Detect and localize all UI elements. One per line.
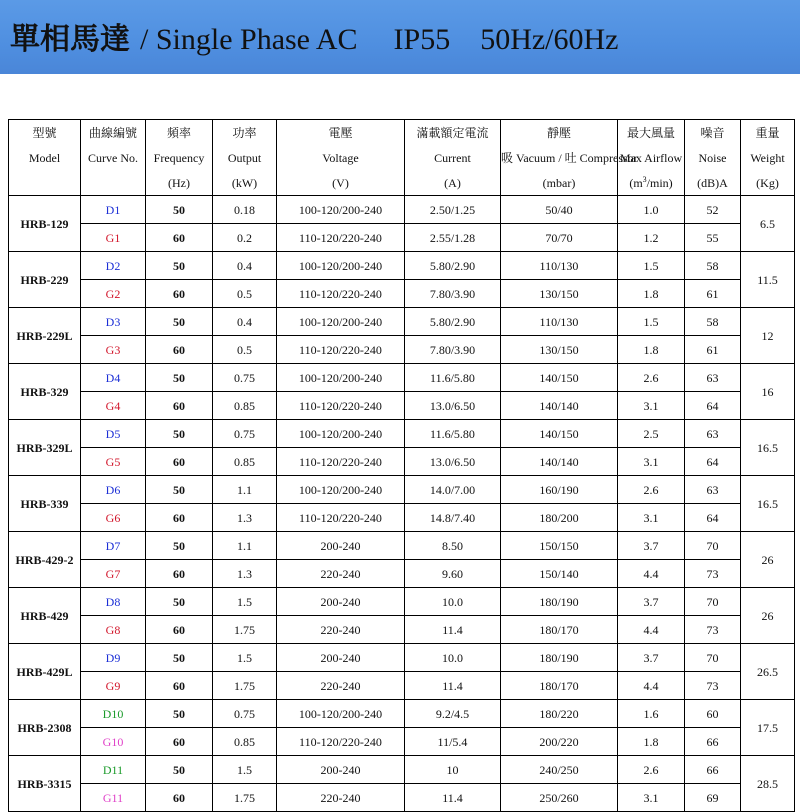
pressure-cell: 140/150 <box>501 364 618 392</box>
freq-cell: 50 <box>146 588 213 616</box>
noise-cell: 73 <box>685 616 741 644</box>
airflow-cell: 2.5 <box>618 420 685 448</box>
freq-cell: 60 <box>146 280 213 308</box>
voltage-cell: 110-120/220-240 <box>277 280 405 308</box>
freq-cell: 50 <box>146 476 213 504</box>
frequency-rating: 50Hz/60Hz <box>480 23 619 56</box>
voltage-cell: 220-240 <box>277 616 405 644</box>
output-cell: 0.75 <box>213 700 277 728</box>
header-weight-zh: 重量 <box>741 120 795 146</box>
header-pressure-en: 吸 Vacuum / 吐 Compressor <box>501 145 618 170</box>
weight-cell: 17.5 <box>741 700 795 756</box>
freq-cell: 60 <box>146 728 213 756</box>
title-chinese: 單相馬達 <box>10 23 130 56</box>
curve-cell: D5 <box>81 420 146 448</box>
header-noise-unit: (dB)A <box>685 170 741 196</box>
pressure-cell: 140/150 <box>501 420 618 448</box>
voltage-cell: 100-120/200-240 <box>277 308 405 336</box>
noise-cell: 70 <box>685 588 741 616</box>
freq-cell: 60 <box>146 672 213 700</box>
current-cell: 11/5.4 <box>405 728 501 756</box>
curve-cell: G8 <box>81 616 146 644</box>
current-cell: 14.8/7.40 <box>405 504 501 532</box>
curve-cell: G5 <box>81 448 146 476</box>
noise-cell: 63 <box>685 476 741 504</box>
output-cell: 1.3 <box>213 560 277 588</box>
model-cell: HRB-429L <box>9 644 81 700</box>
curve-cell: G9 <box>81 672 146 700</box>
airflow-cell: 1.6 <box>618 700 685 728</box>
pressure-cell: 180/190 <box>501 588 618 616</box>
noise-cell: 64 <box>685 448 741 476</box>
table-row <box>9 532 795 560</box>
pressure-cell: 140/140 <box>501 448 618 476</box>
output-cell: 0.85 <box>213 728 277 756</box>
output-cell: 0.5 <box>213 336 277 364</box>
ip-rating: IP55 <box>393 23 451 56</box>
pressure-cell: 240/250 <box>501 756 618 784</box>
pressure-cell: 130/150 <box>501 280 618 308</box>
current-cell: 13.0/6.50 <box>405 448 501 476</box>
curve-cell: D7 <box>81 532 146 560</box>
voltage-cell: 100-120/200-240 <box>277 364 405 392</box>
freq-cell: 60 <box>146 560 213 588</box>
freq-cell: 60 <box>146 392 213 420</box>
voltage-cell: 110-120/220-240 <box>277 448 405 476</box>
header-pressure-unit: (mbar) <box>501 170 618 196</box>
freq-cell: 50 <box>146 252 213 280</box>
model-cell: HRB-429 <box>9 588 81 644</box>
voltage-cell: 110-120/220-240 <box>277 728 405 756</box>
current-cell: 9.2/4.5 <box>405 700 501 728</box>
voltage-cell: 100-120/200-240 <box>277 196 405 224</box>
freq-cell: 50 <box>146 532 213 560</box>
airflow-cell: 1.8 <box>618 728 685 756</box>
freq-cell: 60 <box>146 784 213 812</box>
header-weight-en: Weight <box>741 145 795 170</box>
output-cell: 1.1 <box>213 476 277 504</box>
model-cell: HRB-339 <box>9 476 81 532</box>
output-cell: 1.75 <box>213 616 277 644</box>
voltage-cell: 100-120/200-240 <box>277 700 405 728</box>
header-output-en: Output <box>213 145 277 170</box>
freq-cell: 50 <box>146 756 213 784</box>
header-row-english <box>9 145 795 170</box>
curve-cell: D10 <box>81 700 146 728</box>
voltage-cell: 100-120/200-240 <box>277 420 405 448</box>
pressure-cell: 140/140 <box>501 392 618 420</box>
header-current-en: Current <box>405 145 501 170</box>
table-row <box>9 280 795 308</box>
curve-cell: G1 <box>81 224 146 252</box>
output-cell: 0.4 <box>213 252 277 280</box>
header-curve-zh: 曲線編號 <box>81 120 146 146</box>
output-cell: 1.5 <box>213 644 277 672</box>
pressure-cell: 50/40 <box>501 196 618 224</box>
weight-cell: 16.5 <box>741 476 795 532</box>
current-cell: 11.4 <box>405 672 501 700</box>
output-cell: 1.5 <box>213 756 277 784</box>
curve-cell: G10 <box>81 728 146 756</box>
noise-cell: 63 <box>685 420 741 448</box>
header-model-en: Model <box>9 145 81 170</box>
table-row <box>9 504 795 532</box>
freq-cell: 60 <box>146 616 213 644</box>
freq-cell: 60 <box>146 224 213 252</box>
noise-cell: 66 <box>685 756 741 784</box>
voltage-cell: 200-240 <box>277 644 405 672</box>
freq-cell: 50 <box>146 364 213 392</box>
table-row <box>9 784 795 812</box>
pressure-cell: 160/190 <box>501 476 618 504</box>
header-noise-en: Noise <box>685 145 741 170</box>
header-curve-en: Curve No. <box>81 145 146 170</box>
airflow-cell: 3.7 <box>618 644 685 672</box>
airflow-cell: 2.6 <box>618 364 685 392</box>
airflow-cell: 1.5 <box>618 252 685 280</box>
freq-cell: 60 <box>146 504 213 532</box>
table-row <box>9 476 795 504</box>
header-current-zh: 滿載額定電流 <box>405 120 501 146</box>
freq-cell: 50 <box>146 308 213 336</box>
output-cell: 0.85 <box>213 448 277 476</box>
curve-cell: D6 <box>81 476 146 504</box>
title-banner <box>0 0 800 74</box>
output-cell: 1.75 <box>213 784 277 812</box>
weight-cell: 26 <box>741 588 795 644</box>
curve-cell: D8 <box>81 588 146 616</box>
airflow-cell: 4.4 <box>618 616 685 644</box>
voltage-cell: 200-240 <box>277 756 405 784</box>
header-current-unit: (A) <box>405 170 501 196</box>
airflow-cell: 1.0 <box>618 196 685 224</box>
freq-cell: 50 <box>146 420 213 448</box>
header-row-chinese <box>9 120 795 146</box>
title-english: / Single Phase AC <box>140 23 358 56</box>
model-cell: HRB-3315 <box>9 756 81 812</box>
current-cell: 10.0 <box>405 644 501 672</box>
voltage-cell: 200-240 <box>277 588 405 616</box>
freq-cell: 50 <box>146 644 213 672</box>
pressure-cell: 70/70 <box>501 224 618 252</box>
noise-cell: 64 <box>685 504 741 532</box>
noise-cell: 58 <box>685 252 741 280</box>
airflow-cell: 4.4 <box>618 560 685 588</box>
curve-cell: G4 <box>81 392 146 420</box>
model-cell: HRB-429-2 <box>9 532 81 588</box>
airflow-cell: 1.2 <box>618 224 685 252</box>
header-frequency-zh: 頻率 <box>146 120 213 146</box>
airflow-cell: 3.7 <box>618 588 685 616</box>
table-row <box>9 252 795 280</box>
weight-cell: 16.5 <box>741 420 795 476</box>
voltage-cell: 110-120/220-240 <box>277 224 405 252</box>
table-row <box>9 644 795 672</box>
pressure-cell: 150/140 <box>501 560 618 588</box>
airflow-cell: 3.1 <box>618 504 685 532</box>
airflow-cell: 3.1 <box>618 784 685 812</box>
voltage-cell: 110-120/220-240 <box>277 504 405 532</box>
model-cell: HRB-129 <box>9 196 81 252</box>
spec-table <box>8 119 795 812</box>
header-frequency-unit: (Hz) <box>146 170 213 196</box>
header-output-unit: (kW) <box>213 170 277 196</box>
model-cell: HRB-229L <box>9 308 81 364</box>
pressure-cell: 130/150 <box>501 336 618 364</box>
header-pressure-zh: 靜壓 <box>501 120 618 146</box>
pressure-cell: 180/190 <box>501 644 618 672</box>
model-cell: HRB-229 <box>9 252 81 308</box>
airflow-cell: 1.8 <box>618 280 685 308</box>
output-cell: 0.2 <box>213 224 277 252</box>
current-cell: 5.80/2.90 <box>405 308 501 336</box>
table-row <box>9 364 795 392</box>
noise-cell: 58 <box>685 308 741 336</box>
voltage-cell: 100-120/200-240 <box>277 476 405 504</box>
table-row <box>9 560 795 588</box>
table-row <box>9 392 795 420</box>
curve-cell: D4 <box>81 364 146 392</box>
voltage-cell: 100-120/200-240 <box>277 252 405 280</box>
table-row <box>9 616 795 644</box>
voltage-cell: 110-120/220-240 <box>277 336 405 364</box>
header-model-unit <box>9 170 81 196</box>
current-cell: 10.0 <box>405 588 501 616</box>
curve-cell: G7 <box>81 560 146 588</box>
output-cell: 0.18 <box>213 196 277 224</box>
voltage-cell: 200-240 <box>277 532 405 560</box>
table-row <box>9 700 795 728</box>
current-cell: 11.4 <box>405 616 501 644</box>
pressure-cell: 110/130 <box>501 308 618 336</box>
table-row <box>9 448 795 476</box>
output-cell: 1.1 <box>213 532 277 560</box>
output-cell: 0.75 <box>213 364 277 392</box>
curve-cell: D9 <box>81 644 146 672</box>
current-cell: 2.55/1.28 <box>405 224 501 252</box>
curve-cell: D3 <box>81 308 146 336</box>
pressure-cell: 250/260 <box>501 784 618 812</box>
noise-cell: 60 <box>685 700 741 728</box>
weight-cell: 26.5 <box>741 644 795 700</box>
header-voltage-en: Voltage <box>277 145 405 170</box>
noise-cell: 66 <box>685 728 741 756</box>
table-header <box>9 120 795 196</box>
weight-cell: 28.5 <box>741 756 795 812</box>
header-frequency-en: Frequency <box>146 145 213 170</box>
noise-cell: 52 <box>685 196 741 224</box>
pressure-cell: 180/200 <box>501 504 618 532</box>
current-cell: 11.6/5.80 <box>405 364 501 392</box>
curve-cell: G6 <box>81 504 146 532</box>
airflow-cell: 3.7 <box>618 532 685 560</box>
current-cell: 9.60 <box>405 560 501 588</box>
header-noise-zh: 噪音 <box>685 120 741 146</box>
noise-cell: 61 <box>685 336 741 364</box>
weight-cell: 16 <box>741 364 795 420</box>
output-cell: 1.5 <box>213 588 277 616</box>
output-cell: 0.4 <box>213 308 277 336</box>
current-cell: 8.50 <box>405 532 501 560</box>
curve-cell: G3 <box>81 336 146 364</box>
weight-cell: 6.5 <box>741 196 795 252</box>
table-row <box>9 672 795 700</box>
table-row <box>9 756 795 784</box>
airflow-cell: 2.6 <box>618 476 685 504</box>
noise-cell: 61 <box>685 280 741 308</box>
current-cell: 7.80/3.90 <box>405 280 501 308</box>
freq-cell: 50 <box>146 700 213 728</box>
header-airflow-unit: $(m^3/\min)$ <box>618 170 685 196</box>
header-model-zh: 型號 <box>9 120 81 146</box>
table-row <box>9 224 795 252</box>
noise-cell: 73 <box>685 672 741 700</box>
airflow-cell: 2.6 <box>618 756 685 784</box>
freq-cell: 60 <box>146 336 213 364</box>
voltage-cell: 110-120/220-240 <box>277 392 405 420</box>
table-row <box>9 196 795 224</box>
current-cell: 11.6/5.80 <box>405 420 501 448</box>
curve-cell: D11 <box>81 756 146 784</box>
header-voltage-zh: 電壓 <box>277 120 405 146</box>
header-output-zh: 功率 <box>213 120 277 146</box>
airflow-cell: 1.5 <box>618 308 685 336</box>
output-cell: 1.3 <box>213 504 277 532</box>
table-body <box>9 196 795 812</box>
weight-cell: 12 <box>741 308 795 364</box>
header-airflow-en: Max Airflow <box>618 145 685 170</box>
current-cell: 5.80/2.90 <box>405 252 501 280</box>
page-title <box>10 14 619 58</box>
noise-cell: 63 <box>685 364 741 392</box>
header-curve-unit <box>81 170 146 196</box>
noise-cell: 69 <box>685 784 741 812</box>
current-cell: 2.50/1.25 <box>405 196 501 224</box>
table-row <box>9 308 795 336</box>
output-cell: 1.75 <box>213 672 277 700</box>
table-row <box>9 588 795 616</box>
noise-cell: 70 <box>685 644 741 672</box>
current-cell: 11.4 <box>405 784 501 812</box>
table-row <box>9 336 795 364</box>
header-voltage-unit: (V) <box>277 170 405 196</box>
model-cell: HRB-2308 <box>9 700 81 756</box>
voltage-cell: 220-240 <box>277 672 405 700</box>
output-cell: 0.5 <box>213 280 277 308</box>
pressure-cell: 180/220 <box>501 700 618 728</box>
voltage-cell: 220-240 <box>277 784 405 812</box>
model-cell: HRB-329L <box>9 420 81 476</box>
current-cell: 13.0/6.50 <box>405 392 501 420</box>
curve-cell: G11 <box>81 784 146 812</box>
airflow-cell: 3.1 <box>618 392 685 420</box>
model-cell: HRB-329 <box>9 364 81 420</box>
pressure-cell: 180/170 <box>501 672 618 700</box>
output-cell: 0.75 <box>213 420 277 448</box>
noise-cell: 64 <box>685 392 741 420</box>
weight-cell: 11.5 <box>741 252 795 308</box>
voltage-cell: 220-240 <box>277 560 405 588</box>
pressure-cell: 180/170 <box>501 616 618 644</box>
noise-cell: 70 <box>685 532 741 560</box>
curve-cell: D1 <box>81 196 146 224</box>
freq-cell: 50 <box>146 196 213 224</box>
current-cell: 10 <box>405 756 501 784</box>
weight-cell: 26 <box>741 532 795 588</box>
table-row <box>9 420 795 448</box>
header-row-units <box>9 170 795 196</box>
current-cell: 7.80/3.90 <box>405 336 501 364</box>
noise-cell: 73 <box>685 560 741 588</box>
airflow-cell: 3.1 <box>618 448 685 476</box>
freq-cell: 60 <box>146 448 213 476</box>
curve-cell: G2 <box>81 280 146 308</box>
pressure-cell: 200/220 <box>501 728 618 756</box>
pressure-cell: 110/130 <box>501 252 618 280</box>
current-cell: 14.0/7.00 <box>405 476 501 504</box>
header-airflow-zh: 最大風量 <box>618 120 685 146</box>
table-row <box>9 728 795 756</box>
airflow-cell: 1.8 <box>618 336 685 364</box>
pressure-cell: 150/150 <box>501 532 618 560</box>
noise-cell: 55 <box>685 224 741 252</box>
output-cell: 0.85 <box>213 392 277 420</box>
airflow-cell: 4.4 <box>618 672 685 700</box>
curve-cell: D2 <box>81 252 146 280</box>
header-weight-unit: (Kg) <box>741 170 795 196</box>
